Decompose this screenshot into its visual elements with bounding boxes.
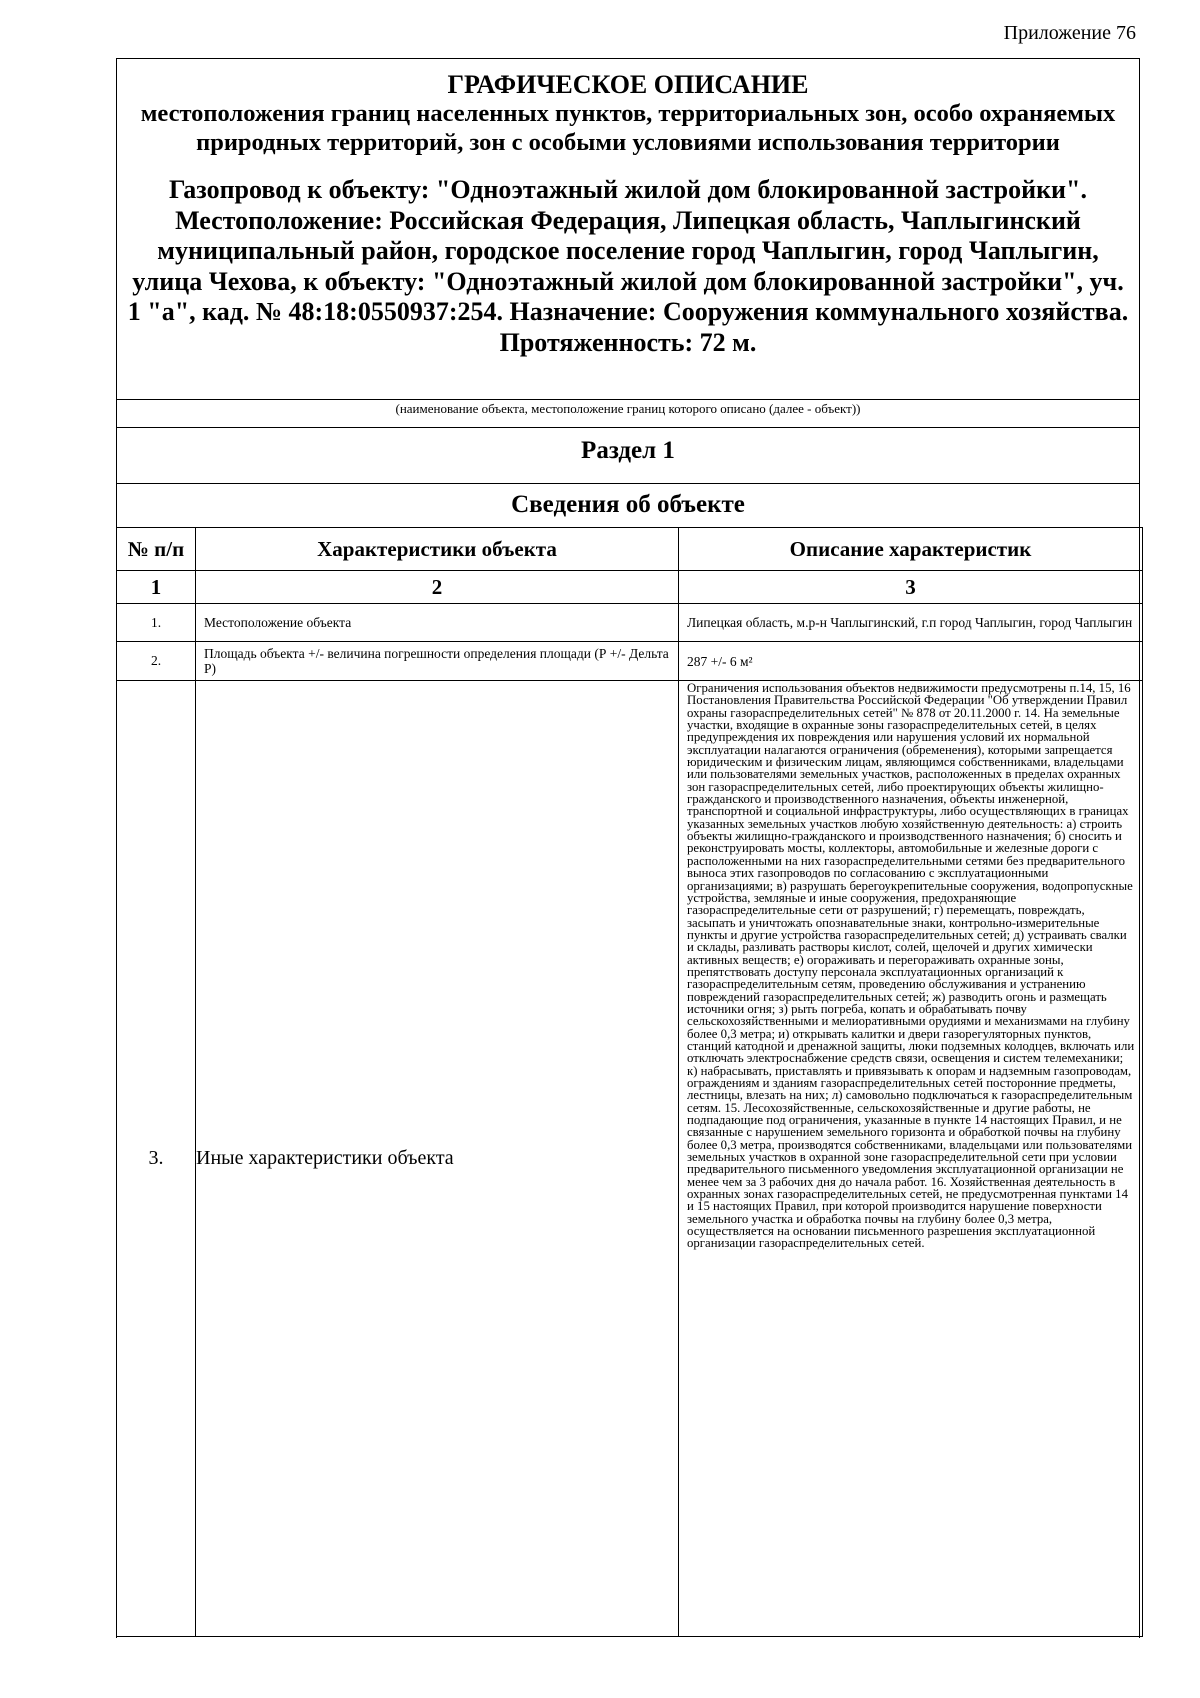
row-name: Местоположение объекта (196, 604, 679, 642)
document-subtitle: местоположения границ населенных пунктов, территориальных зон, особо охраняемых природных территорий, зон с особыми условиями использования территории (140, 100, 1116, 156)
object-name: Газопровод к объекту: "Одноэтажный жилой дом блокированной застройки". Местоположение: Российская Федерация, Липецкая область, Чаплыгинский муниципальный район, городское поселение город Чаплыгин, город Чаплыгин, улица Чехова, к объекту: "Одноэтажный жилой дом блокированной застройки", уч. 1 "а", кад. № 48:18:0550937:254. Назначение: Сооружения коммунального хозяйства. Протяженность: 72 м. (127, 175, 1129, 357)
column-number: 2 (196, 571, 679, 604)
document-title: ГРАФИЧЕСКОЕ ОПИСАНИЕ (447, 70, 809, 99)
row-name: Иные характеристики объекта (196, 681, 679, 1637)
divider (117, 483, 1139, 484)
column-number: 3 (679, 571, 1143, 604)
document-header (117, 59, 1139, 404)
row-value (679, 681, 1143, 1637)
row-number: 2. (117, 642, 196, 681)
header-cell: № п/п (117, 528, 196, 571)
row-name: Площадь объекта +/- величина погрешности определения площади (Р +/- Дельта Р) (196, 642, 679, 681)
divider (117, 399, 1139, 400)
document-frame (116, 58, 1140, 1638)
column-number: 1 (117, 571, 196, 604)
table-column-numbers-row (117, 571, 1143, 604)
header-cell: Описание характеристик (679, 528, 1143, 571)
appendix-label: Приложение 76 (1003, 22, 1136, 44)
row-value: 287 +/- 6 м² (679, 642, 1143, 681)
divider (117, 427, 1139, 428)
table-header-row (117, 528, 1143, 571)
row-number: 3. (117, 681, 196, 1637)
table-row (117, 604, 1143, 642)
object-table (116, 527, 1143, 1637)
row-value-text: Ограничения использования объектов недвижимости предусмотрены п.14, 15, 16 Постановления Правительства Российской Федерации "Об утверждении Правил охраны газораспределительных сетей" № 878 от 20.11.2000 г. 14. На земельные участки, входящие в охранные зоны газораспределительных сетей, в целях предупреждения их повреждения или нарушения условий их нормальной эксплуатации налагаются ограничения (обременения), которыми запрещается юридическим и физическим лицам, являющимся собственниками, владельцами или пользователями земельных участков, расположенных в пределах охранных зон газораспределительных сетей, либо проектирующих объекты жилищно-гражданского и производственного назначения, объекты инженерной, транспортной и социальной инфраструктуры, либо осуществляющих в границах указанных земельных участков любую хозяйственную деятельность: а) строить объекты жилищно-гражданского и производственного назначения; б) сносить и реконструировать мосты, коллекторы, автомобильные и железные дороги с расположенными на них газораспределительными сетями без предварительного выноса этих газопроводов по согласованию с эксплуатационными организациями; в) разрушать берегоукрепительные сооружения, водопропускные устройства, земляные и иные сооружения, предохраняющие газораспределительные сети от разрушений; г) перемещать, повреждать, засыпать и уничтожать опознавательные знаки, контрольно-измерительные пункты и другие устройства газораспределительных сетей; д) устраивать свалки и склады, разливать растворы кислот, солей, щелочей и других химически активных веществ; е) огораживать и перегораживать охранные зоны, препятствовать доступу персонала эксплуатационных организаций к газораспределительным сетям, проведению обслуживания и устранению повреждений газораспределительных сетей; ж) разводить огонь и размещать источники огня; з) рыть погреба, копать и обрабатывать почву сельскохозяйственными и мелиоративными орудиями и механизмами на глубину более 0,3 метра; и) открывать калитки и двери газорегуляторных пунктов, станций катодной и дренажной защиты, люки подземных колодцев, включать или отключать электроснабжение средств связи, освещения и систем телемеханики; к) набрасывать, приставлять и привязывать к опорам и надземным газопроводам, ограждениям и зданиям газораспределительных сетей посторонние предметы, лестницы, влезать на них; л) самовольно подключаться к газораспределительным сетям. 15. Лесохозяйственные, сельскохозяйственные и другие работы, не подпадающие под ограничения, указанные в пункте 14 настоящих Правил, и не связанные с нарушением земельного горизонта и обработкой почвы на глубину более 0,3 метра, производятся собственниками, владельцами или пользователями земельных участков в охранной зоне газораспределительной сети при условии предварительного письменного уведомления эксплуатационной организации не менее чем за 3 рабочих дня до начала работ. 16. Хозяйственная деятельность в охранных зонах газораспределительных сетей, не предусмотренная пунктами 14 и 15 настоящих Правил, при которой производится нарушение поверхности земельного участка и обработка почвы на глубину более 0,3 метра, осуществляется на основании письменного разрешения эксплуатационной организации газораспределительных сетей. (687, 682, 1135, 1251)
object-caption: (наименование объекта, местоположение границ которого описано (далее - объект)) (395, 401, 861, 416)
row-value: Липецкая область, м.р-н Чаплыгинский, г.п город Чаплыгин, город Чаплыгин (679, 604, 1143, 642)
header-cell: Характеристики объекта (196, 528, 679, 571)
section-title: Раздел 1 (581, 437, 675, 464)
row-number: 1. (117, 604, 196, 642)
table-row (117, 681, 1143, 1637)
section-subtitle: Сведения об объекте (511, 491, 745, 518)
table-row (117, 642, 1143, 681)
